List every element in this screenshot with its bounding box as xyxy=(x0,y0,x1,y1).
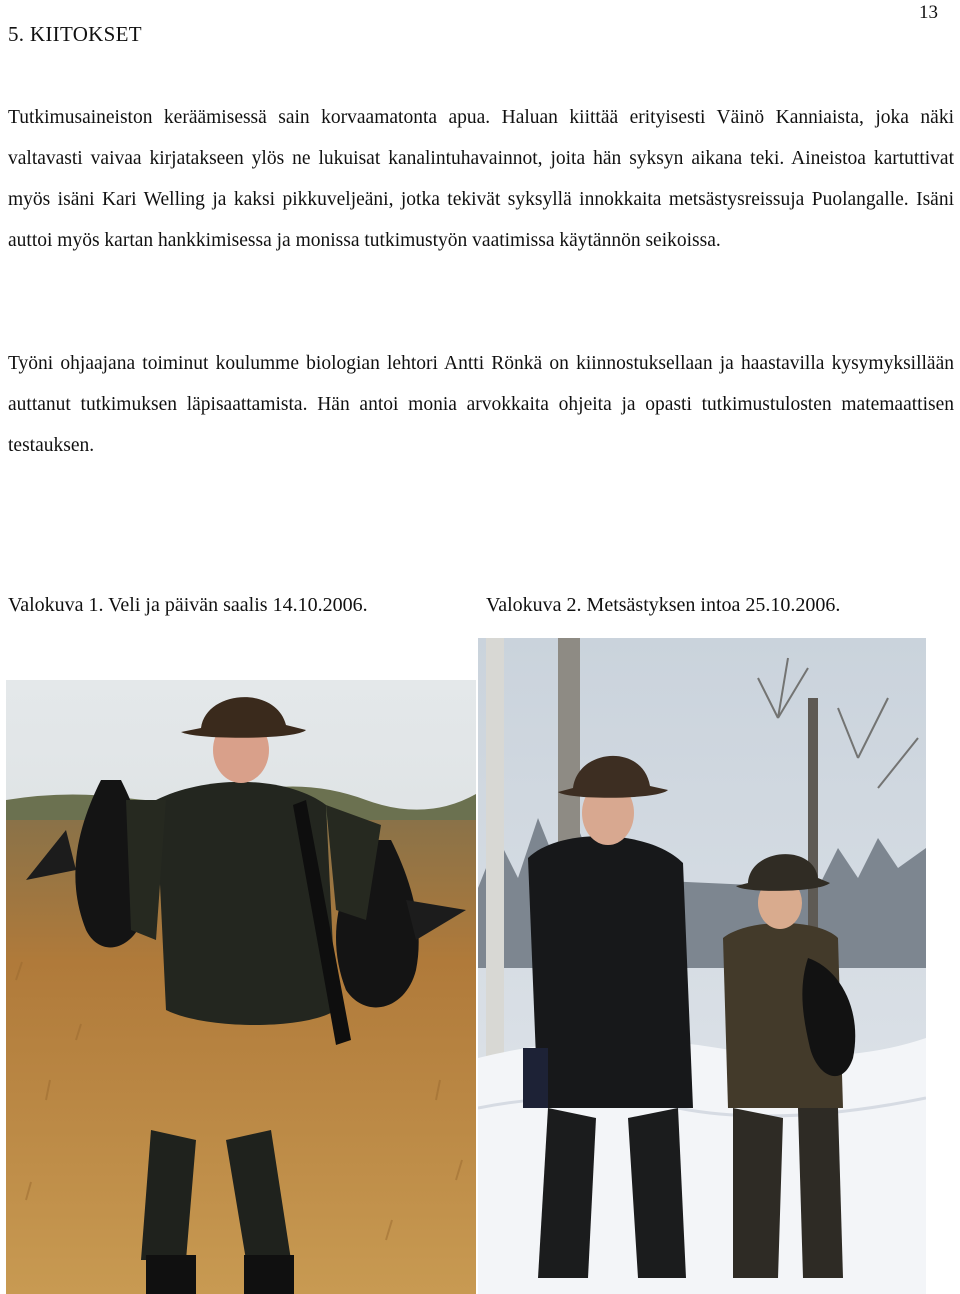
photo-1 xyxy=(6,680,476,1294)
photo-2-caption: Valokuva 2. Metsästyksen intoa 25.10.2006. xyxy=(486,594,841,616)
acknowledgement-paragraph-1: Tutkimusaineiston keräämisessä sain korvaamatonta apua. Haluan kiittää erityisesti Väinö Kanniaista, joka näki valtavasti vaivaa kirjatakseen ylös ne lukuisat kanalintuhavainnot, joita hän syksyn aikana teki. Aineistoa kartuttivat myös isäni Kari Welling ja kaksi pikkuveljeäni, jotka tekivät syksyllä innokkaita metsästysreissuja Puolangalle. Isäni auttoi myös kartan hankkimisessa ja monissa tutkimustyön vaatimissa käytännön seikoissa. xyxy=(8,107,954,251)
photo-1-caption: Valokuva 1. Veli ja päivän saalis 14.10.2006. xyxy=(8,594,368,616)
section-heading: 5. KIITOKSET xyxy=(8,22,142,46)
page-number: 13 xyxy=(919,2,938,23)
photo-2 xyxy=(478,638,926,1294)
acknowledgement-paragraph-2: Työni ohjaajana toiminut koulumme biologian lehtori Antti Rönkä on kiinnostuksellaan ja haastavilla kysymyksillään auttanut tutkimuksen läpisaattamista. Hän antoi monia arvokkaita ohjeita ja opasti tutkimustulosten matemaattisen testauksen. xyxy=(8,353,954,456)
